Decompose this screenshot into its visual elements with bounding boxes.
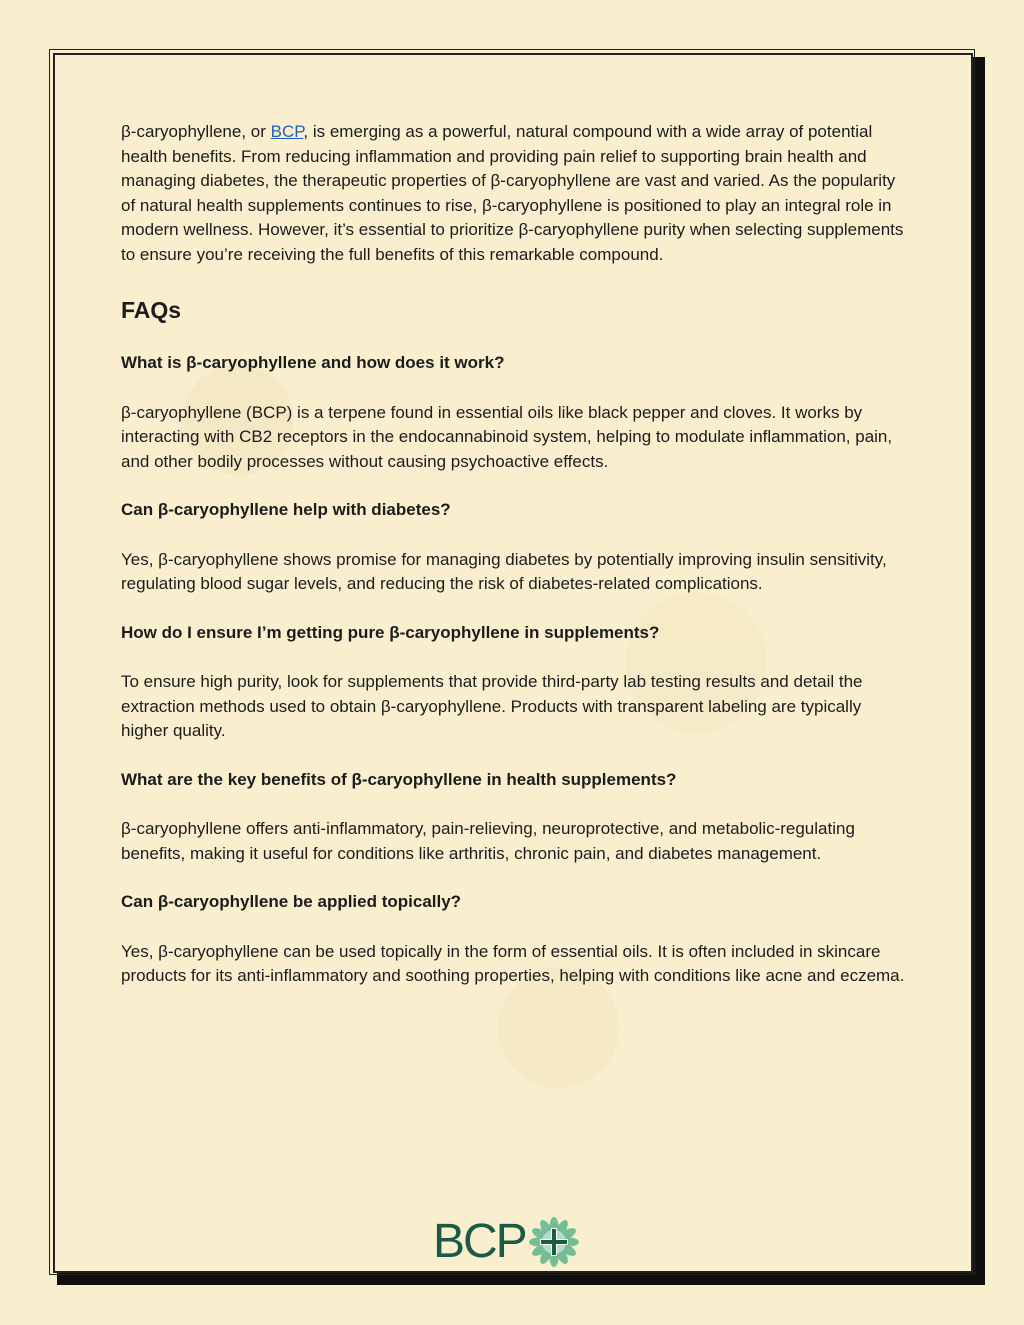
faq-answer-4: β-caryophyllene offers anti-inflammatory, pain-relieving, neuroprotective, and metabolic-regulating benefits, making it useful for conditions like arthritis, chronic pain, and diabetes management. [121,819,855,863]
intro-text-start: β-caryophyllene, or [121,122,271,141]
intro-paragraph [121,120,911,267]
faq-answer-5: Yes, β-caryophyllene can be used topically in the form of essential oils. It is often included in skincare products for its anti-inflammatory and soothing properties, helping with conditions like acne and eczema. [121,941,905,985]
leaf-plus-icon [528,1216,580,1268]
faq-answer-3: To ensure high purity, look for supplements that provide third-party lab testing results and detail the extraction methods used to obtain β-caryophyllene. Products with transparent labeling are typically higher quality. [121,672,863,740]
logo-wordmark: BCP [433,1215,526,1268]
document-body [121,120,911,1013]
faq-question-3: How do I ensure I’m getting pure β-caryophyllene in supplements? [121,622,660,642]
faq-heading: FAQs [121,297,182,323]
faq-question-4: What are the key benefits of β-caryophyllene in health supplements? [121,769,677,789]
faq-question-2: Can β-caryophyllene help with diabetes? [121,500,451,519]
bcp-logo [433,1216,593,1268]
intro-text-end: , is emerging as a powerful, natural compound with a wide array of potential health benefits. From reducing inflammation and providing pain relief to supporting brain health and managing diabetes, the therapeutic properties of β-caryophyllene are vast and varied. As the popularity of natural health supplements continues to rise, β-caryophyllene is positioned to play an integral role in modern wellness. However, it’s essential to prioritize β-caryophyllene purity when selecting supplements to ensure you’re receiving the full benefits of this remarkable compound. [121,122,904,264]
faq-answer-2: Yes, β-caryophyllene shows promise for managing diabetes by potentially improving insulin sensitivity, regulating blood sugar levels, and reducing the risk of diabetes-related complications. [121,549,887,593]
bcp-link[interactable]: BCP [270,122,304,141]
faq-question-1: What is β-caryophyllene and how does it work? [121,353,505,372]
faq-answer-1: β-caryophyllene (BCP) is a terpene found in essential oils like black pepper and cloves. It works by interacting with CB2 receptors in the endocannabinoid system, helping to modulate inflammation, pain, and other bodily processes without causing psychoactive effects. [121,402,893,471]
faq-question-5: Can β-caryophyllene be applied topically? [121,892,462,911]
